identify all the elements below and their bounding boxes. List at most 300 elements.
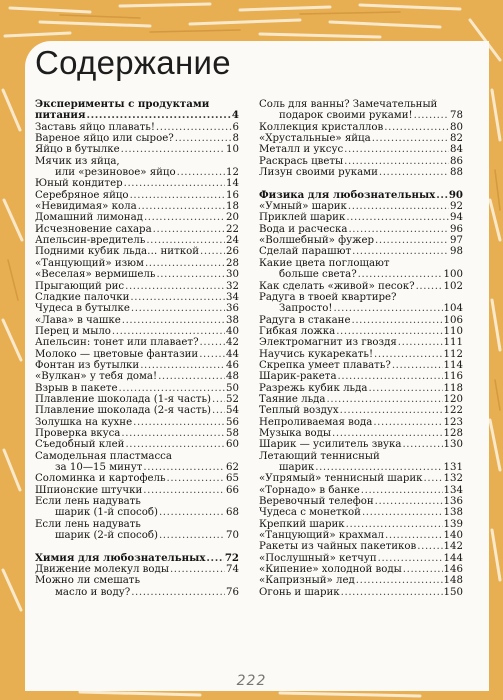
toc-dot-leader [146, 235, 225, 246]
toc-entry [35, 564, 239, 575]
toc-entry [35, 303, 239, 314]
toc-entry [259, 99, 463, 110]
toc-entry-title: Металл и уксус [259, 144, 344, 156]
toc-entry [35, 530, 239, 541]
toc-entry-title: больше света? [279, 269, 357, 281]
toc-dot-leader [131, 303, 225, 314]
toc-entry [259, 371, 463, 382]
toc-page-number: 98 [450, 246, 463, 258]
toc-right-column [259, 99, 463, 598]
toc-entry-title: Серебряное яйцо [35, 189, 129, 201]
toc-dot-leader [143, 485, 225, 496]
toc-dot-leader [122, 315, 225, 326]
toc-entry [35, 235, 239, 246]
toc-dot-leader [346, 519, 443, 530]
toc-entry [259, 383, 463, 394]
toc-page-number: 70 [226, 530, 239, 542]
toc-page-number: 78 [450, 110, 463, 122]
toc-page-number: 80 [450, 121, 463, 133]
toc-page-number: 131 [443, 462, 463, 473]
toc-entry-title: Апельсин-вредитель [35, 235, 146, 247]
toc-dot-leader [125, 281, 225, 292]
toc-dot-leader [398, 337, 443, 348]
toc-page-number: 90 [448, 189, 463, 201]
toc-dot-leader [338, 371, 443, 382]
toc-page-number: 144 [443, 552, 463, 564]
toc-entry [259, 553, 463, 564]
toc-dot-leader [143, 462, 225, 473]
toc-section-heading [35, 553, 239, 564]
toc-dot-leader [384, 122, 449, 133]
toc-entry [35, 451, 239, 462]
toc-entry-title: Раскрась цветы [259, 155, 344, 167]
toc-entry [35, 383, 239, 394]
toc-entry-title: Запросто! [279, 303, 333, 315]
toc-dot-leader [119, 383, 225, 394]
toc-page-number: 122 [443, 405, 463, 417]
toc-entry [259, 507, 463, 518]
toc-spacer [35, 541, 239, 552]
toc-page-number: 146 [443, 564, 463, 576]
toc-entry-title: Вода и расческа [259, 223, 348, 235]
toc-entry-title: Чудеса с монеткой [259, 507, 361, 519]
toc-page-number: 102 [443, 280, 463, 292]
toc-entry-title: Золушка на кухне [35, 416, 133, 428]
toc-page-number: 114 [443, 359, 463, 371]
toc-entry [259, 144, 463, 155]
toc-dot-leader [378, 553, 443, 564]
toc-entry [259, 156, 463, 167]
toc-entry [259, 587, 463, 598]
toc-page-number: 110 [443, 325, 463, 337]
toc-dot-leader [175, 133, 232, 144]
toc-page-number: 134 [443, 484, 463, 496]
toc-entry [259, 292, 463, 303]
toc-entry [35, 439, 239, 450]
toc-page-number: 148 [443, 575, 463, 587]
toc-dot-leader [392, 360, 443, 371]
toc-dot-leader [133, 417, 225, 428]
toc-page-number: 123 [443, 416, 463, 428]
toc-entry-title: питания [35, 110, 86, 122]
toc-dot-leader [315, 462, 442, 473]
toc-dot-leader [379, 167, 449, 178]
toc-page-number: 74 [226, 564, 239, 576]
toc-page-number: 22 [226, 223, 239, 235]
toc-entry-title: Взрыв в пакете [35, 382, 118, 394]
toc-page-number: 76 [226, 586, 239, 598]
toc-page-number: 62 [226, 462, 239, 473]
toc-entry-title: Яйцо в бутылке [35, 144, 120, 156]
toc-entry [35, 144, 239, 155]
toc-entry [35, 122, 239, 133]
toc-entry-title: или «резиновое» яйцо [55, 167, 176, 179]
toc-dot-leader [138, 201, 225, 212]
toc-dot-leader [417, 541, 442, 552]
toc-entry [259, 303, 463, 314]
toc-page-number: 68 [226, 507, 239, 519]
toc-entry-title: Сладкие палочки [35, 291, 130, 303]
toc-dot-leader [121, 428, 225, 439]
toc-dot-leader [332, 428, 443, 439]
toc-entry-title: Заставь яйцо плавать! [35, 121, 155, 133]
toc-entry-title: Плавление шоколада (2-я часть) [35, 405, 211, 417]
toc-entry [259, 258, 463, 269]
toc-dot-leader [156, 122, 232, 133]
toc-entry [259, 133, 463, 144]
toc-entry [35, 156, 239, 167]
toc-page-number: 40 [226, 325, 239, 337]
toc-entry-title: шарик (1-й способ) [55, 507, 158, 519]
toc-dot-leader [362, 507, 443, 518]
toc-entry-title: Веревочный телефон [259, 496, 374, 508]
toc-dot-leader [177, 167, 225, 178]
toc-entry [35, 258, 239, 269]
toc-page-number: 82 [450, 133, 463, 145]
toc-entry [259, 315, 463, 326]
toc-dot-leader [414, 110, 449, 121]
toc-page-number: 138 [443, 507, 463, 519]
toc-entry-title: Чудеса в бутылке [35, 303, 130, 315]
toc-entry-title: Соломинка и картофель [35, 473, 166, 485]
toc-dot-leader [341, 587, 443, 598]
toc-entry [35, 428, 239, 439]
toc-dot-leader [375, 496, 443, 507]
toc-entry-title: Фонтан из бутылки [35, 359, 140, 371]
toc-entry-title: «Лава» в чашке [35, 314, 121, 326]
toc-entry [35, 269, 239, 280]
toc-entry [35, 281, 239, 292]
toc-page-number: 96 [450, 223, 463, 235]
toc-page-number: 72 [224, 552, 239, 564]
toc-entry [35, 473, 239, 484]
toc-entry-title: «Хрустальные» яйца [259, 133, 371, 145]
toc-dot-leader [167, 473, 226, 484]
toc-dot-leader [356, 575, 443, 586]
toc-dot-leader [348, 201, 449, 212]
toc-entry-title: «Веселая» вермишель [35, 269, 156, 281]
toc-entry [35, 190, 239, 201]
toc-page-number: 58 [226, 427, 239, 439]
toc-entry [259, 281, 463, 292]
toc-left-column [35, 99, 239, 598]
toc-entry [259, 564, 463, 575]
toc-entry-title: Физика для любознательных [259, 189, 436, 201]
toc-dot-leader [368, 383, 442, 394]
toc-entry-title: Крепкий шарик [259, 518, 345, 530]
toc-entry-title: Вареное яйцо или сырое? [35, 133, 174, 145]
toc-page-number: 116 [443, 371, 463, 383]
toc-dot-leader [348, 224, 449, 235]
toc-page-number: 42 [226, 337, 239, 349]
toc-dot-leader [140, 360, 225, 371]
toc-page-number: 44 [226, 348, 239, 360]
toc-page-number: 48 [226, 371, 239, 383]
toc-dot-leader [352, 315, 443, 326]
toc-entry-title: Скрепка умеет плавать? [259, 359, 391, 371]
toc-entry-title: «Упрямый» теннисный шарик [259, 473, 423, 485]
toc-dot-leader [340, 405, 443, 416]
toc-entry [259, 394, 463, 405]
toc-page-number: 14 [226, 178, 239, 190]
toc-entry-title: Движение молекул воды [35, 564, 169, 576]
toc-page-number: 88 [450, 167, 463, 179]
toc-dot-leader [424, 473, 443, 484]
toc-page-number: 4 [231, 110, 239, 122]
toc-entry-title: «Умный» шарик [259, 201, 347, 213]
toc-dot-leader [333, 303, 442, 314]
toc-entry-title: подарок своими руками! [279, 110, 413, 122]
toc-dot-leader [344, 144, 449, 155]
toc-page-number: 12 [226, 167, 239, 179]
toc-entry [35, 485, 239, 496]
toc-page-number: 106 [443, 314, 463, 326]
toc-entry-title: Таяние льда [259, 393, 326, 405]
toc-dot-leader [344, 156, 449, 167]
toc-entry [35, 394, 239, 405]
toc-page-number: 132 [443, 473, 463, 485]
toc-dot-leader [416, 281, 443, 292]
toc-entry-title: «Волшебный» фужер [259, 235, 375, 247]
toc-entry [35, 349, 239, 360]
toc-entry-title: Самодельная пластмасса [35, 450, 172, 462]
toc-page-number: 66 [226, 484, 239, 496]
toc-entry [35, 371, 239, 382]
toc-entry [259, 326, 463, 337]
toc-page-number: 150 [443, 586, 463, 598]
toc-page-number: 10 [226, 144, 239, 156]
toc-entry [35, 167, 239, 178]
toc-page-number: 86 [450, 155, 463, 167]
toc-entry [259, 496, 463, 507]
toc-entry [35, 360, 239, 371]
toc-entry [259, 541, 463, 552]
toc-entry-title: Шпионские штучки [35, 484, 143, 496]
toc-entry-title: Если лень надувать [35, 518, 141, 530]
toc-dot-leader [212, 394, 225, 405]
toc-entry [259, 110, 463, 121]
toc-entry-title: «Вулкан» у тебя дома! [35, 371, 158, 383]
toc-dot-leader [336, 326, 442, 337]
toc-page-number: 18 [226, 201, 239, 213]
toc-page-number: 52 [226, 393, 239, 405]
toc-page-number: 139 [443, 518, 463, 530]
toc-entry [259, 360, 463, 371]
toc-page-number: 128 [443, 427, 463, 439]
toc-entry-title: Прыгающий рис [35, 280, 125, 292]
toc-dot-leader [156, 269, 225, 280]
toc-entry [259, 122, 463, 133]
toc-page-number: 111 [443, 337, 463, 349]
toc-dot-leader [131, 587, 225, 598]
toc-entry-title: «Невидимая» кола [35, 201, 137, 213]
toc-entry-title: Химия для любознательных [35, 552, 206, 564]
toc-page-number: 20 [226, 212, 239, 224]
toc-entry [259, 439, 463, 450]
toc-section-heading [35, 99, 239, 110]
toc-entry-title: «Капризный» лед [259, 575, 355, 587]
toc-entry [35, 224, 239, 235]
toc-dot-leader [200, 337, 225, 348]
toc-entry-title: Соль для ванны? Замечательный [259, 99, 438, 110]
toc-dot-leader [436, 190, 448, 201]
toc-page-number: 130 [443, 439, 463, 451]
toc-entry-title: Огонь и шарик [259, 586, 340, 598]
toc-entry-title: Если лень надувать [35, 496, 141, 508]
toc-entry [35, 246, 239, 257]
toc-entry-title: Радуга в твоей квартире? [259, 291, 397, 303]
toc-dot-leader [327, 394, 443, 405]
toc-dot-leader [86, 110, 230, 121]
toc-dot-leader [402, 439, 442, 450]
toc-entry-title: Лизун своими руками [259, 167, 378, 179]
toc-page-number: 32 [226, 280, 239, 292]
toc-entry [259, 485, 463, 496]
toc-page-number: 104 [443, 303, 463, 315]
toc-entry [259, 167, 463, 178]
toc-dot-leader [170, 564, 225, 575]
toc-page-number: 30 [226, 269, 239, 281]
toc-entry [259, 201, 463, 212]
toc-dot-leader [372, 133, 449, 144]
page-number: 222 [236, 673, 267, 689]
toc-entry-title: Юный кондитер [35, 178, 123, 190]
toc-entry [259, 337, 463, 348]
toc-entry-title: Летающий теннисный [259, 450, 380, 462]
toc-dot-leader [358, 269, 443, 280]
toc-dot-leader [352, 246, 449, 257]
toc-entry-title: Плавление шоколада (1-я часть) [35, 393, 211, 405]
toc-dot-leader [159, 530, 225, 541]
toc-entry-title: Шарик-ракета [259, 371, 337, 383]
toc-dot-leader [159, 507, 225, 518]
toc-entry-title: Съедобный клей [35, 439, 125, 451]
toc-page-number: 92 [450, 201, 463, 213]
toc-entry-title: масло и воду? [55, 586, 131, 598]
toc-page-number: 50 [226, 382, 239, 394]
toc-entry [35, 315, 239, 326]
toc-entry [259, 224, 463, 235]
toc-dot-leader [373, 417, 442, 428]
toc-page-number: 112 [443, 348, 463, 360]
toc-entry-title: Приклей шарик [259, 212, 346, 224]
toc-dot-leader [346, 212, 449, 223]
toc-entry [259, 519, 463, 530]
toc-page-number: 54 [226, 405, 239, 417]
toc-entry-title: Эксперименты с продуктами [35, 99, 210, 110]
toc-page-number: 24 [226, 235, 239, 247]
toc-entry-title: шарик [279, 462, 315, 473]
toc-entry [259, 405, 463, 416]
toc-page-number: 34 [226, 291, 239, 303]
toc-entry [35, 201, 239, 212]
toc-entry-title: Музыка воды [259, 427, 332, 439]
toc-entry [259, 428, 463, 439]
toc-page-number: 65 [226, 473, 239, 485]
toc-entry-title: Научись кукарекать! [259, 348, 374, 360]
toc-dot-leader [200, 246, 225, 257]
toc-entry-title: Электромагнит из гвоздя [259, 337, 397, 349]
toc-entry [259, 417, 463, 428]
toc-page-number: 84 [450, 144, 463, 156]
toc-entry-title: Ракеты из чайных пакетиков [259, 541, 417, 553]
toc-entry-title: Какие цвета поглощают [259, 257, 390, 269]
toc-dot-leader [199, 349, 225, 360]
toc-entry-title: Домашний лимонад [35, 212, 143, 224]
toc-entry-title: Мячик из яйца, [35, 155, 120, 167]
toc-page-number: 142 [443, 541, 463, 553]
toc-entry [35, 326, 239, 337]
toc-entry [35, 519, 239, 530]
toc-entry-title: «Кипение» холодной воды [259, 564, 402, 576]
toc-page-number: 8 [232, 133, 239, 145]
toc-dot-leader [125, 439, 225, 450]
toc-page-number: 36 [226, 303, 239, 315]
toc-page-number: 60 [226, 439, 239, 451]
toc-dot-leader [158, 371, 225, 382]
toc-entry-title: Коллекция кристаллов [259, 121, 384, 133]
toc-entry-title: Молоко — цветовые фантазии [35, 348, 199, 360]
toc-entry-title: Разрежь кубик льда [259, 382, 368, 394]
toc-entry [259, 451, 463, 462]
toc-dot-leader [361, 485, 443, 496]
toc-dot-leader [144, 212, 225, 223]
toc-dot-leader [130, 292, 225, 303]
toc-page-number: 97 [450, 235, 463, 247]
toc-entry-title: за 10—15 минут [55, 462, 143, 473]
toc-page-number: 94 [450, 212, 463, 224]
toc-entry-title: «Танцующий» крахмал [259, 530, 385, 542]
toc-entry [35, 417, 239, 428]
toc-dot-leader [375, 235, 449, 246]
toc-page-number: 140 [443, 530, 463, 542]
toc-dot-leader [112, 326, 225, 337]
toc-page-number: 56 [226, 416, 239, 428]
toc-entry [35, 292, 239, 303]
toc-entry [259, 462, 463, 473]
toc-entry-title: «Послушный» кетчуп [259, 552, 377, 564]
toc-entry-title: Подними кубик льда… ниткой [35, 246, 200, 258]
toc-dot-leader [374, 349, 443, 360]
toc-entry [35, 496, 239, 507]
toc-entry-title: Как сделать «живой» песок? [259, 280, 415, 292]
toc-entry-title: Теплый воздух [259, 405, 339, 417]
toc-page-number: 38 [226, 314, 239, 326]
toc-entry [259, 246, 463, 257]
toc-entry [259, 212, 463, 223]
toc-page-number: 100 [443, 269, 463, 281]
toc-page-number: 6 [232, 121, 239, 133]
toc-entry [35, 507, 239, 518]
toc-entry [35, 133, 239, 144]
toc-entry-title: Перец и мыло [35, 325, 111, 337]
toc-entry-title: Можно ли смешать [35, 575, 140, 587]
toc-dot-leader [403, 564, 443, 575]
toc-entry [35, 587, 239, 598]
toc-entry [259, 349, 463, 360]
toc-entry [259, 530, 463, 541]
page-title: Содержание [35, 44, 231, 81]
toc-dot-leader [153, 224, 225, 235]
toc-entry-title: Исчезновение сахара [35, 223, 152, 235]
toc-page-number: 46 [226, 359, 239, 371]
toc-entry-title: Гибкая ложка [259, 325, 336, 337]
toc-page-number: 120 [443, 393, 463, 405]
toc-dot-leader [212, 405, 225, 416]
toc-entry-title: Проверка вкуса [35, 427, 121, 439]
toc-entry [35, 212, 239, 223]
toc-entry [259, 235, 463, 246]
